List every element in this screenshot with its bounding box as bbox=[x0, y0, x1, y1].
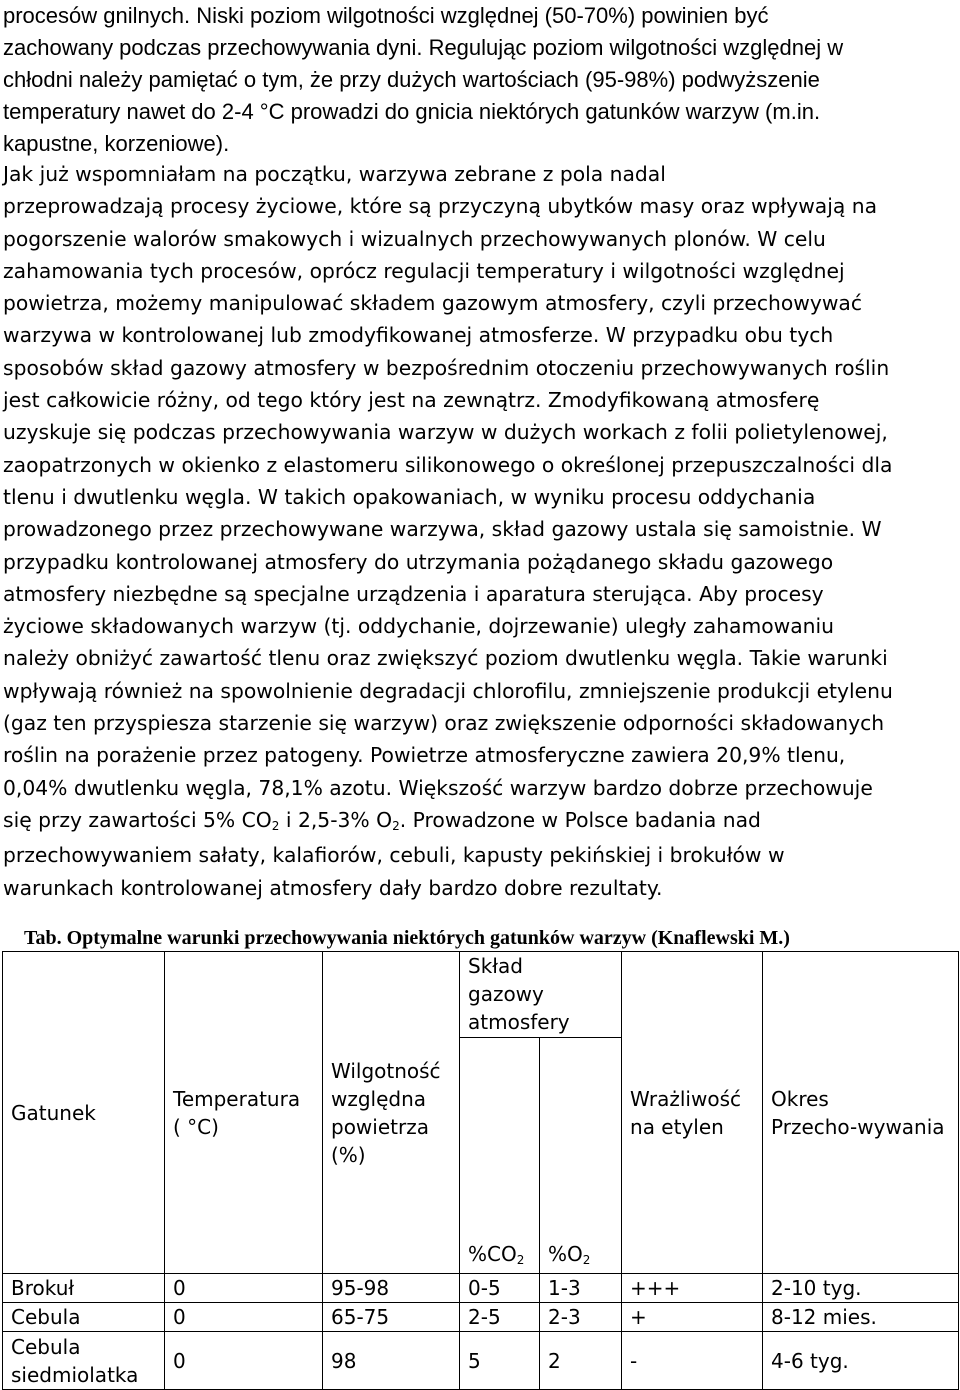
header-co2-subscript: 2 bbox=[516, 1253, 525, 1267]
paragraph-humidity-text: procesów gnilnych. Niski poziom wilgotności względnej (50-70%) powinien być zachowany podczas przechowywania dyni. Regulując poziom wilgotności względnej w chłodni należy pamiętać o tym, że przy dużych wartościach (95-98%) podwyższenie temperatury nawet do 2-4 °C prowadzi do gnicia niektórych gatunków warzyw (m.in. kapustne, korzeniowe). bbox=[3, 3, 844, 156]
cell-etylen: + bbox=[622, 1303, 763, 1332]
cell-okres: 2-10 tyg. bbox=[763, 1274, 959, 1303]
header-o2-subscript: 2 bbox=[582, 1253, 591, 1267]
header-temperatura: Temperatura ( °C) bbox=[165, 952, 323, 1274]
cell-o2: 1-3 bbox=[540, 1274, 622, 1303]
cell-o2: 2-3 bbox=[540, 1303, 622, 1332]
header-sklad-gazowy: Skład gazowy atmosfery bbox=[460, 952, 622, 1038]
header-okres: Okres Przecho-wywania bbox=[763, 952, 959, 1274]
table-row bbox=[3, 1274, 959, 1303]
paragraph-atmosphere-text-a: Jak już wspomniałam na początku, warzywa zebrane z pola nadal przeprowadzają procesy życiowe, które są przyczyną ubytków masy oraz wpływają na pogorszenie walorów smakowych i wizualnych przechowywanych plonów. W celu zahamowania tych procesów, oprócz regulacji temperatury i wilgotności względnej powietrza, możemy manipulować składem gazowym atmosfery, czyli przechowywać warzywa w kontrolowanej lub zmodyfikowanej atmosferze. W przypadku obu tych sposobów skład gazowy atmosfery w bezpośrednim otoczeniu przechowywanych roślin jest całkowicie różny, od tego który jest na zewnątrz. Zmodyfikowaną atmosferę uzyskuje się podczas przechowywania warzyw w dużych workach z folii polietylenowej, zaopatrzonych w okienko z elastomeru silikonowego o określonej przepuszczalności dla tlenu i dwutlenku węgla. W takich opakowaniach, w wyniku procesu oddychania prowadzonego przez przechowywane warzywa, skład gazowy ustala się samoistnie. W przypadku kontrolowanej atmosfery do utrzymania pożądanego składu gazowego atmosfery niezbędne są specjalne urządzenia i aparatura sterująca. Aby procesy życiowe składowanych warzyw (tj. oddychanie, dojrzewanie) uległy zahamowaniu należy obniżyć zawartość tlenu oraz zwiększyć poziom dwutlenku węgla. Takie warunki wpływają również na spowolnienie degradacji chlorofilu, zmniejszenie produkcji etylenu (gaz ten przyspiesza starzenie się warzyw) oraz zwiększenie odporności składowanych roślin na porażenie przez patogeny. Powietrze atmosferyczne zawiera 20,9% tlenu, 0,04% dwutlenku węgla, 78,1% azotu. Większość warzyw bardzo dobrze przechowuje się przy zawartości 5% CO bbox=[3, 162, 893, 832]
cell-gatunek: Cebula bbox=[3, 1303, 165, 1332]
cell-temperatura: 0 bbox=[165, 1332, 323, 1390]
header-o2-label: %O bbox=[548, 1242, 583, 1266]
cell-okres: 8-12 mies. bbox=[763, 1303, 959, 1332]
header-wilgotnosc: Wilgotność względna powietrza (%) bbox=[323, 952, 460, 1274]
table-caption: Tab. Optymalne warunki przechowywania niektórych gatunków warzyw (Knaflewski M.) bbox=[24, 927, 790, 949]
cell-etylen: - bbox=[622, 1332, 763, 1390]
header-o2 bbox=[540, 1038, 622, 1274]
cell-etylen: +++ bbox=[622, 1274, 763, 1303]
cell-co2: 5 bbox=[460, 1332, 540, 1390]
cell-o2: 2 bbox=[540, 1332, 622, 1390]
paragraph-atmosphere-text-c: . Prowadzone w Polsce badania nad przechowywaniem sałaty, kalafiorów, cebuli, kapusty pekińskiej i brokułów w warunkach kontrolowanej atmosfery dały bardzo dobre rezultaty. bbox=[3, 807, 785, 900]
paragraph-atmosphere-text-b: i 2,5-3% O bbox=[279, 807, 393, 832]
cell-temperatura: 0 bbox=[165, 1303, 323, 1332]
cell-okres: 4-6 tyg. bbox=[763, 1332, 959, 1390]
storage-conditions-table bbox=[2, 951, 959, 1390]
cell-temperatura: 0 bbox=[165, 1274, 323, 1303]
table-header-row bbox=[3, 952, 959, 1038]
paragraph-humidity bbox=[3, 0, 958, 160]
header-co2 bbox=[460, 1038, 540, 1274]
cell-wilgotnosc: 98 bbox=[323, 1332, 460, 1390]
cell-co2: 2-5 bbox=[460, 1303, 540, 1332]
header-gatunek: Gatunek bbox=[3, 952, 165, 1274]
cell-wilgotnosc: 65-75 bbox=[323, 1303, 460, 1332]
cell-co2: 0-5 bbox=[460, 1274, 540, 1303]
header-co2-label: %CO bbox=[468, 1242, 517, 1266]
cell-gatunek: Cebula siedmiolatka bbox=[3, 1332, 165, 1390]
table-row bbox=[3, 1303, 959, 1332]
cell-gatunek: Brokuł bbox=[3, 1274, 165, 1303]
cell-wilgotnosc: 95-98 bbox=[323, 1274, 460, 1303]
co2-subscript: 2 bbox=[271, 818, 280, 833]
paragraph-atmosphere bbox=[3, 158, 958, 904]
table-row bbox=[3, 1332, 959, 1390]
header-etylen: Wrażliwość na etylen bbox=[622, 952, 763, 1274]
o2-subscript: 2 bbox=[392, 818, 400, 833]
